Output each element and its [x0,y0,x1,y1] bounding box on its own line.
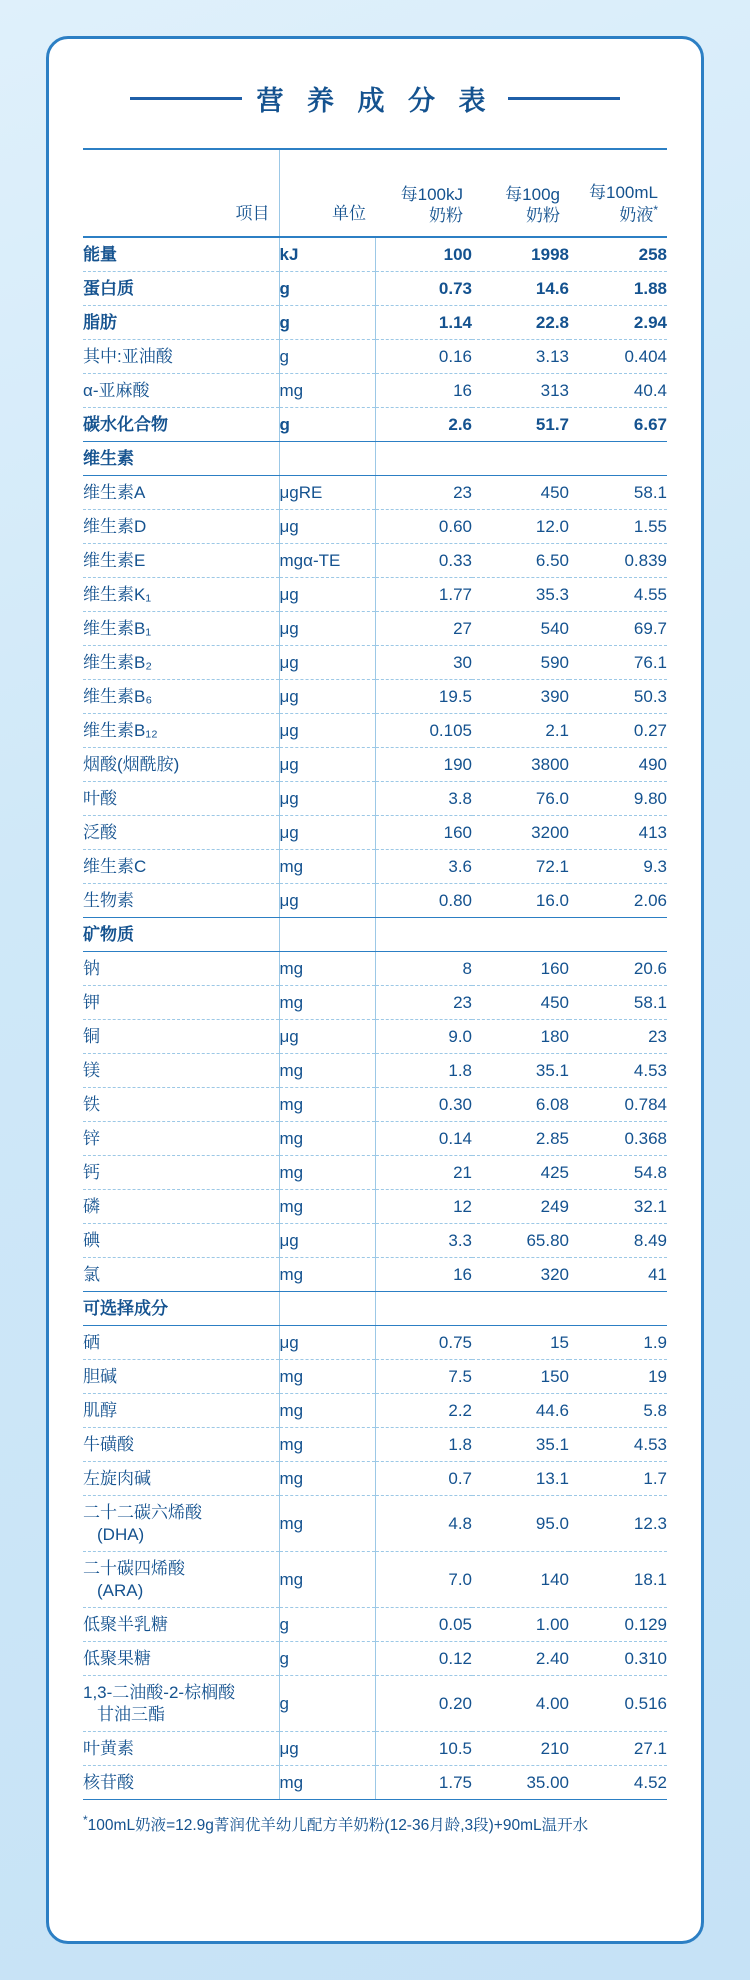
row-value-3: 0.404 [569,340,667,374]
row-value-3: 2.94 [569,306,667,340]
title-rule-right [508,97,620,100]
header-col2-line1: 每100g [505,185,560,205]
table-row [83,646,667,680]
header-unit: 单位 [279,149,375,237]
row-value-3: 58.1 [569,986,667,1020]
row-value-1: 3.6 [375,850,472,884]
row-value-3: 0.516 [569,1676,667,1732]
row-unit: mg [279,1394,375,1428]
row-unit: mg [279,1054,375,1088]
row-value-1: 0.05 [375,1608,472,1642]
row-value-2: 35.3 [472,578,569,612]
table-row [83,1190,667,1224]
row-unit: mg [279,850,375,884]
table-row [83,237,667,272]
row-value-2: 76.0 [472,782,569,816]
row-value-3: 12.3 [569,1496,667,1552]
row-value-2: 210 [472,1732,569,1766]
table-row [83,1394,667,1428]
row-value-2: 35.1 [472,1054,569,1088]
row-value-3: 54.8 [569,1156,667,1190]
row-unit: mg [279,1428,375,1462]
row-unit: g [279,408,375,442]
row-value-2 [472,442,569,476]
row-item-label: 钠 [83,952,279,986]
row-value-3: 4.52 [569,1766,667,1800]
table-row [83,374,667,408]
row-item-label: 铁 [83,1088,279,1122]
row-item-label: 维生素K₁ [83,578,279,612]
header-row [83,149,667,237]
row-item-label: α-亚麻酸 [83,374,279,408]
row-item-label: 生物素 [83,884,279,918]
row-value-2: 13.1 [472,1462,569,1496]
row-value-2: 320 [472,1258,569,1292]
row-value-3: 20.6 [569,952,667,986]
row-value-3: 58.1 [569,476,667,510]
row-unit: kJ [279,237,375,272]
table-row [83,1608,667,1642]
nutrition-card [46,36,704,1944]
row-unit: mg [279,1360,375,1394]
row-value-2: 1998 [472,237,569,272]
row-value-2: 313 [472,374,569,408]
row-value-1: 3.3 [375,1224,472,1258]
table-row [83,1732,667,1766]
row-value-1: 1.8 [375,1054,472,1088]
row-item-label: 维生素C [83,850,279,884]
row-value-1: 21 [375,1156,472,1190]
table-row [83,510,667,544]
row-unit: μg [279,1732,375,1766]
header-item: 项目 [83,149,279,237]
table-body [83,237,667,1800]
row-unit: μg [279,680,375,714]
row-value-3: 8.49 [569,1224,667,1258]
table-row [83,748,667,782]
row-value-3: 32.1 [569,1190,667,1224]
row-value-3: 4.53 [569,1054,667,1088]
table-row [83,850,667,884]
table-row [83,1552,667,1608]
row-value-2: 51.7 [472,408,569,442]
table-row [83,816,667,850]
table-row [83,1258,667,1292]
row-unit: μg [279,884,375,918]
row-value-3: 18.1 [569,1552,667,1608]
table-row [83,272,667,306]
row-value-3: 6.67 [569,408,667,442]
row-value-2 [472,1292,569,1326]
table-row [83,1292,667,1326]
row-unit: mg [279,1088,375,1122]
table-row [83,1156,667,1190]
row-value-2: 2.85 [472,1122,569,1156]
row-value-3: 0.839 [569,544,667,578]
row-value-1: 0.7 [375,1462,472,1496]
row-unit: μg [279,1326,375,1360]
row-value-2: 95.0 [472,1496,569,1552]
row-value-3: 0.129 [569,1608,667,1642]
row-unit: μg [279,578,375,612]
header-col3-line1: 每100mL [589,182,658,202]
table-row [83,952,667,986]
row-value-2: 1.00 [472,1608,569,1642]
header-col3-line2 [569,203,658,226]
table-row [83,612,667,646]
table-row [83,476,667,510]
row-unit: g [279,340,375,374]
row-value-3: 4.53 [569,1428,667,1462]
row-value-2: 44.6 [472,1394,569,1428]
row-unit: mg [279,952,375,986]
row-value-2: 160 [472,952,569,986]
row-unit: mg [279,1552,375,1608]
row-value-2: 425 [472,1156,569,1190]
row-value-2: 6.08 [472,1088,569,1122]
row-unit: g [279,1642,375,1676]
row-value-2: 180 [472,1020,569,1054]
header-per-100ml-liquid [569,149,667,237]
row-value-2: 150 [472,1360,569,1394]
row-item-label: 钙 [83,1156,279,1190]
row-unit [279,918,375,952]
row-value-1: 23 [375,476,472,510]
row-value-1: 23 [375,986,472,1020]
row-item-label: 低聚半乳糖 [83,1608,279,1642]
row-value-1: 0.14 [375,1122,472,1156]
row-item-label: 泛酸 [83,816,279,850]
row-item-label: 铜 [83,1020,279,1054]
table-row [83,680,667,714]
row-value-1: 2.6 [375,408,472,442]
row-value-1: 1.14 [375,306,472,340]
row-value-2: 450 [472,476,569,510]
row-value-1: 0.80 [375,884,472,918]
row-item-label: 肌醇 [83,1394,279,1428]
header-col3-line2-text: 奶液 [619,205,654,225]
row-value-3: 0.368 [569,1122,667,1156]
row-item-label: 碘 [83,1224,279,1258]
row-unit: μg [279,782,375,816]
row-item-label: 烟酸(烟酰胺) [83,748,279,782]
footnote-star: * [83,1813,88,1827]
row-value-1: 0.16 [375,340,472,374]
row-unit: mg [279,986,375,1020]
row-item-label: 维生素B₂ [83,646,279,680]
row-value-3: 1.55 [569,510,667,544]
row-item-label: 钾 [83,986,279,1020]
row-item-label: 镁 [83,1054,279,1088]
row-value-2: 3.13 [472,340,569,374]
row-unit: mg [279,1122,375,1156]
table-row [83,306,667,340]
row-value-2: 390 [472,680,569,714]
table-row [83,544,667,578]
row-value-1: 16 [375,374,472,408]
row-item-label: 矿物质 [83,918,279,952]
row-value-1: 190 [375,748,472,782]
table-row [83,1642,667,1676]
row-unit: μg [279,510,375,544]
row-item-label: 维生素A [83,476,279,510]
table-row [83,408,667,442]
row-unit: mg [279,1156,375,1190]
table-row [83,1326,667,1360]
row-item-label: 二十碳四烯酸 (ARA) [83,1552,279,1608]
row-value-1: 8 [375,952,472,986]
row-value-2: 540 [472,612,569,646]
header-col1-line2: 奶粉 [429,205,463,225]
nutrition-table [83,148,667,1800]
row-unit: μg [279,714,375,748]
table-row [83,1462,667,1496]
table-row [83,1496,667,1552]
row-value-1: 0.20 [375,1676,472,1732]
row-item-label: 维生素B₁₂ [83,714,279,748]
row-unit: g [279,1608,375,1642]
row-value-2: 249 [472,1190,569,1224]
row-item-label: 硒 [83,1326,279,1360]
row-value-1: 7.5 [375,1360,472,1394]
row-item-label: 核苷酸 [83,1766,279,1800]
table-header [83,149,667,237]
row-value-2: 3200 [472,816,569,850]
row-unit: g [279,306,375,340]
row-value-2: 450 [472,986,569,1020]
row-value-3: 1.7 [569,1462,667,1496]
row-value-2: 65.80 [472,1224,569,1258]
row-value-1: 100 [375,237,472,272]
row-unit: mg [279,1766,375,1800]
footnote-text: 100mL奶液=12.9g菁润优羊幼儿配方羊奶粉(12-36月龄,3段)+90mL温开水 [87,1817,589,1835]
row-item-label: 低聚果糖 [83,1642,279,1676]
row-value-1: 0.12 [375,1642,472,1676]
row-value-3: 19 [569,1360,667,1394]
row-value-3: 9.3 [569,850,667,884]
table-row [83,1088,667,1122]
row-value-1 [375,1292,472,1326]
table-row [83,884,667,918]
row-value-2: 3800 [472,748,569,782]
row-value-2: 140 [472,1552,569,1608]
row-value-1: 0.30 [375,1088,472,1122]
header-col1-line1: 每100kJ [400,185,463,205]
row-item-label: 维生素B₁ [83,612,279,646]
row-item-label: 能量 [83,237,279,272]
row-item-label: 脂肪 [83,306,279,340]
row-value-1: 4.8 [375,1496,472,1552]
row-value-3: 4.55 [569,578,667,612]
header-col3-star: * [653,202,658,217]
row-value-3: 9.80 [569,782,667,816]
row-unit: μg [279,816,375,850]
row-value-2: 12.0 [472,510,569,544]
row-value-3: 40.4 [569,374,667,408]
table-row [83,578,667,612]
row-value-3 [569,1292,667,1326]
row-value-2: 4.00 [472,1676,569,1732]
row-unit: mgα-TE [279,544,375,578]
row-value-3: 1.88 [569,272,667,306]
row-value-1: 2.2 [375,1394,472,1428]
row-item-label: 维生素B₆ [83,680,279,714]
row-item-label: 蛋白质 [83,272,279,306]
row-value-2: 6.50 [472,544,569,578]
row-value-1: 0.105 [375,714,472,748]
row-value-1: 1.75 [375,1766,472,1800]
row-item-label: 叶黄素 [83,1732,279,1766]
row-value-3: 23 [569,1020,667,1054]
row-value-2 [472,918,569,952]
row-value-1: 10.5 [375,1732,472,1766]
row-value-3: 27.1 [569,1732,667,1766]
row-value-3: 0.27 [569,714,667,748]
row-unit: μgRE [279,476,375,510]
row-value-1: 9.0 [375,1020,472,1054]
row-unit: μg [279,1020,375,1054]
row-unit [279,442,375,476]
row-value-1: 160 [375,816,472,850]
page-title: 营 养 成 分 表 [256,86,494,116]
row-unit: mg [279,1462,375,1496]
row-value-1: 1.8 [375,1428,472,1462]
row-value-2: 590 [472,646,569,680]
table-row [83,1360,667,1394]
row-item-label: 磷 [83,1190,279,1224]
table-row [83,714,667,748]
table-row [83,1020,667,1054]
row-value-3: 69.7 [569,612,667,646]
row-unit [279,1292,375,1326]
footnote [83,1812,667,1837]
table-row [83,1122,667,1156]
row-unit: mg [279,1258,375,1292]
row-item-label: 维生素 [83,442,279,476]
row-value-1: 0.73 [375,272,472,306]
row-item-label: 二十二碳六烯酸 (DHA) [83,1496,279,1552]
row-value-3 [569,918,667,952]
row-value-2: 16.0 [472,884,569,918]
row-value-3: 413 [569,816,667,850]
row-value-3: 50.3 [569,680,667,714]
table-row [83,442,667,476]
table-row [83,1766,667,1800]
table-row [83,986,667,1020]
row-value-3: 258 [569,237,667,272]
row-item-label: 维生素D [83,510,279,544]
row-value-3: 2.06 [569,884,667,918]
row-item-label: 牛磺酸 [83,1428,279,1462]
row-value-1: 7.0 [375,1552,472,1608]
row-value-2: 35.00 [472,1766,569,1800]
row-value-1: 16 [375,1258,472,1292]
row-item-label: 其中:亚油酸 [83,340,279,374]
row-value-3: 5.8 [569,1394,667,1428]
row-value-1: 0.60 [375,510,472,544]
row-value-3: 0.784 [569,1088,667,1122]
row-item-label: 可选择成分 [83,1292,279,1326]
title-rule-left [130,97,242,100]
row-value-1 [375,442,472,476]
table-row [83,1054,667,1088]
row-value-1: 0.33 [375,544,472,578]
header-per-100g-powder [472,149,569,237]
row-value-1: 12 [375,1190,472,1224]
row-unit: g [279,272,375,306]
row-unit: g [279,1676,375,1732]
row-unit: μg [279,1224,375,1258]
row-value-2: 14.6 [472,272,569,306]
row-unit: μg [279,612,375,646]
table-row [83,1224,667,1258]
row-unit: μg [279,748,375,782]
row-value-2: 15 [472,1326,569,1360]
row-item-label: 1,3-二油酸-2-棕榈酸 甘油三酯 [83,1676,279,1732]
row-value-1: 30 [375,646,472,680]
row-value-2: 22.8 [472,306,569,340]
row-value-3: 1.9 [569,1326,667,1360]
table-row [83,340,667,374]
row-value-1 [375,918,472,952]
row-value-2: 2.1 [472,714,569,748]
row-item-label: 锌 [83,1122,279,1156]
row-value-3: 76.1 [569,646,667,680]
row-value-2: 2.40 [472,1642,569,1676]
row-value-1: 19.5 [375,680,472,714]
row-unit: mg [279,1190,375,1224]
header-col2-line2: 奶粉 [526,205,560,225]
row-value-3: 490 [569,748,667,782]
row-unit: μg [279,646,375,680]
table-row [83,782,667,816]
table-row [83,1676,667,1732]
row-item-label: 维生素E [83,544,279,578]
header-per-100kj-powder [375,149,472,237]
row-value-1: 1.77 [375,578,472,612]
row-item-label: 氯 [83,1258,279,1292]
row-value-2: 72.1 [472,850,569,884]
row-value-2: 35.1 [472,1428,569,1462]
row-value-3 [569,442,667,476]
row-item-label: 叶酸 [83,782,279,816]
table-row [83,1428,667,1462]
row-value-3: 0.310 [569,1642,667,1676]
row-value-1: 3.8 [375,782,472,816]
row-unit: mg [279,374,375,408]
row-unit: mg [279,1496,375,1552]
table-row [83,918,667,952]
table-title-block [49,79,701,118]
row-item-label: 胆碱 [83,1360,279,1394]
row-item-label: 左旋肉碱 [83,1462,279,1496]
row-value-1: 0.75 [375,1326,472,1360]
row-value-1: 27 [375,612,472,646]
row-value-3: 41 [569,1258,667,1292]
row-item-label: 碳水化合物 [83,408,279,442]
